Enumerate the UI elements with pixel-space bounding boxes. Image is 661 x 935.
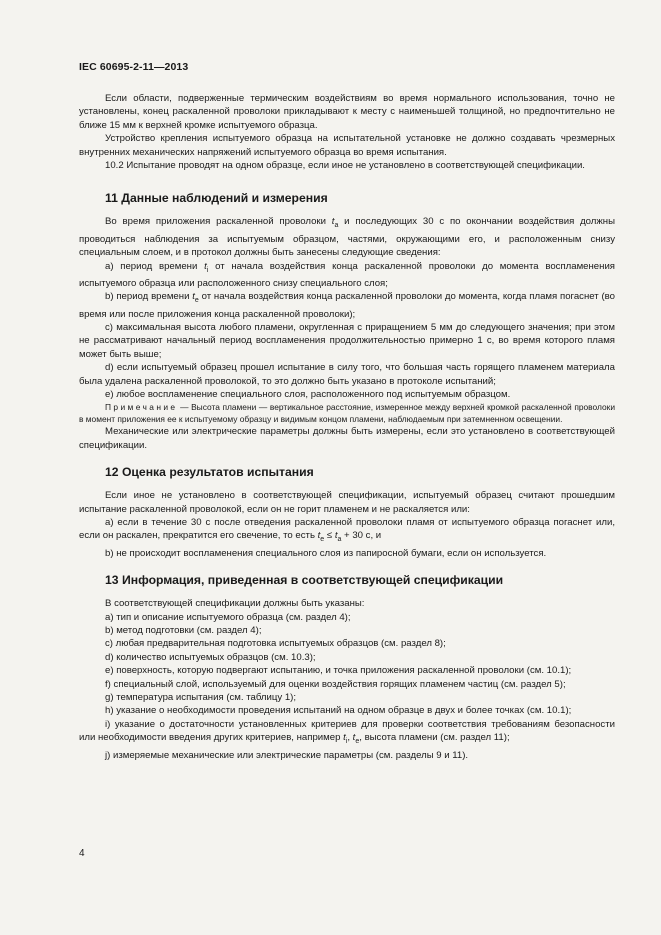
list-item-a: a) если в течение 30 с после отведения раскаленной проволоки пламя от испытуемого образца погаснет или, если он раскален, прекратится его свечение, то есть $t_e \le t_a + 30$ с, и [79,517,615,544]
paragraph: Если области, подверженные термическим воздействиям во время нормального использования, точно не установлены, конец раскаленной проволоки прикладывают к месту с наименьшей толщиной, но предпочтительно не ближе 15 мм к верхней кромке испытуемого образца. [79,93,615,131]
list-item-b: b) не происходит воспламенения специального слоя из папиросной бумаги, если он используется. [105,547,547,559]
list-item-i: i) указание о достаточности установленных критериев для проверки соответствия требованиям безопасности или необходимости введения других критериев, например $t_i$, $t_e$, высота пламени (см. раздел 11); [79,718,615,746]
section-11-title: 11 Данные наблюдений и измерения [105,191,328,206]
section-13-intro: В соответствующей спецификации должны быть указаны: [105,598,365,610]
list-item-a: a) период времени $t_i$ от начала воздействия конца раскаленной проволоки до момента воспламенения испытуемого образца или расположенного снизу специального слоя; [79,260,615,289]
paragraph: Устройство крепления испытуемого образца на испытательной установке не должно создавать чрезмерных внутренних механических напряжений испытуемого образца во время испытания. [79,133,615,158]
list-item-e: e) любое воспламенение специального слоя, расположенного под испытуемым образцом. [105,389,511,401]
list-item-a: a) тип и описание испытуемого образца (см. раздел 4); [105,611,351,623]
list-item-g: g) температура испытания (см. таблицу 1); [105,692,297,704]
list-item-d: d) если испытуемый образец прошел испытание в силу того, что большая часть горящего пламенем материала была удалена раскаленной проволокой, то это должно быть указано в протоколе испытаний; [79,362,615,387]
list-item-b: b) метод подготовки (см. раздел 4); [105,625,262,636]
section-11-closing: Механические или электрические параметры должны быть измерены, если это установлено в соответствующей спецификации. [79,426,615,451]
list-item-e: e) поверхность, которую подвергают испытанию, и точка приложения раскаленной проволоки (см. 10.1); [105,665,572,677]
list-item-j: j) измеряемые механические или электрические параметры (см. разделы 9 и 11). [105,749,469,761]
section-13-title: 13 Информация, приведенная в соответствующей спецификации [105,573,504,588]
list-item-c: c) максимальная высота любого пламени, округленная с приращением 5 мм до следующего значения; при этом не рассматривают начальный период воспламенения продолжительностью примерно 1 с, во время которого пламя может быть выше; [79,322,615,360]
clause-10-2: 10.2 Испытание проводят на одном образце, если иное не установлено в соответствующей спецификации. [105,160,585,172]
section-12-intro: Если иное не установлено в соответствующей спецификации, испытуемый образец считают прошедшим испытание раскаленной проволокой, если он не горит пламенем и не раскаляется или: [79,490,615,515]
note-label: Примечание [105,402,178,413]
page-number: 4 [79,848,85,859]
page-content [79,92,615,762]
list-item-c: c) любая предварительная подготовка испытуемых образцов (см. раздел 8); [105,638,446,650]
section-11-intro: Во время приложения раскаленной проволоки $t_a$ и последующих 30 с по окончании воздействия должны проводиться наблюдения за испытуемым образцом, частями, окружающими его, и расположенным снизу специальным слоем, и в протокол должны быть занесены следующие сведения: [79,216,616,259]
standard-header: IEC 60695-2-11—2013 [79,61,189,73]
section-12-title: 12 Оценка результатов испытания [105,465,314,480]
list-item-b: b) период времени $t_e$ от начала воздействия конца раскаленной проволоки до момента, когда пламя погаснет (во время или после приложения конца раскаленной проволоки); [79,291,615,320]
list-item-f: f) специальный слой, используемый для оценки воздействия горящих пламенем частиц (см. раздел 5); [105,678,566,690]
list-item-h: h) указание о необходимости проведения испытаний на одном образце в двух и более точках (см. 10.1); [105,705,572,717]
list-item-d: d) количество испытуемых образцов (см. 10.3); [105,651,316,663]
note: Примечание — Высота пламени — вертикальное расстояние, измеренное между верхней кромкой раскаленной проволоки в момент приложения ее к испытуемому образцу и видимым концом пламени, наблюдаемым при затемненном освещении. [79,402,615,425]
